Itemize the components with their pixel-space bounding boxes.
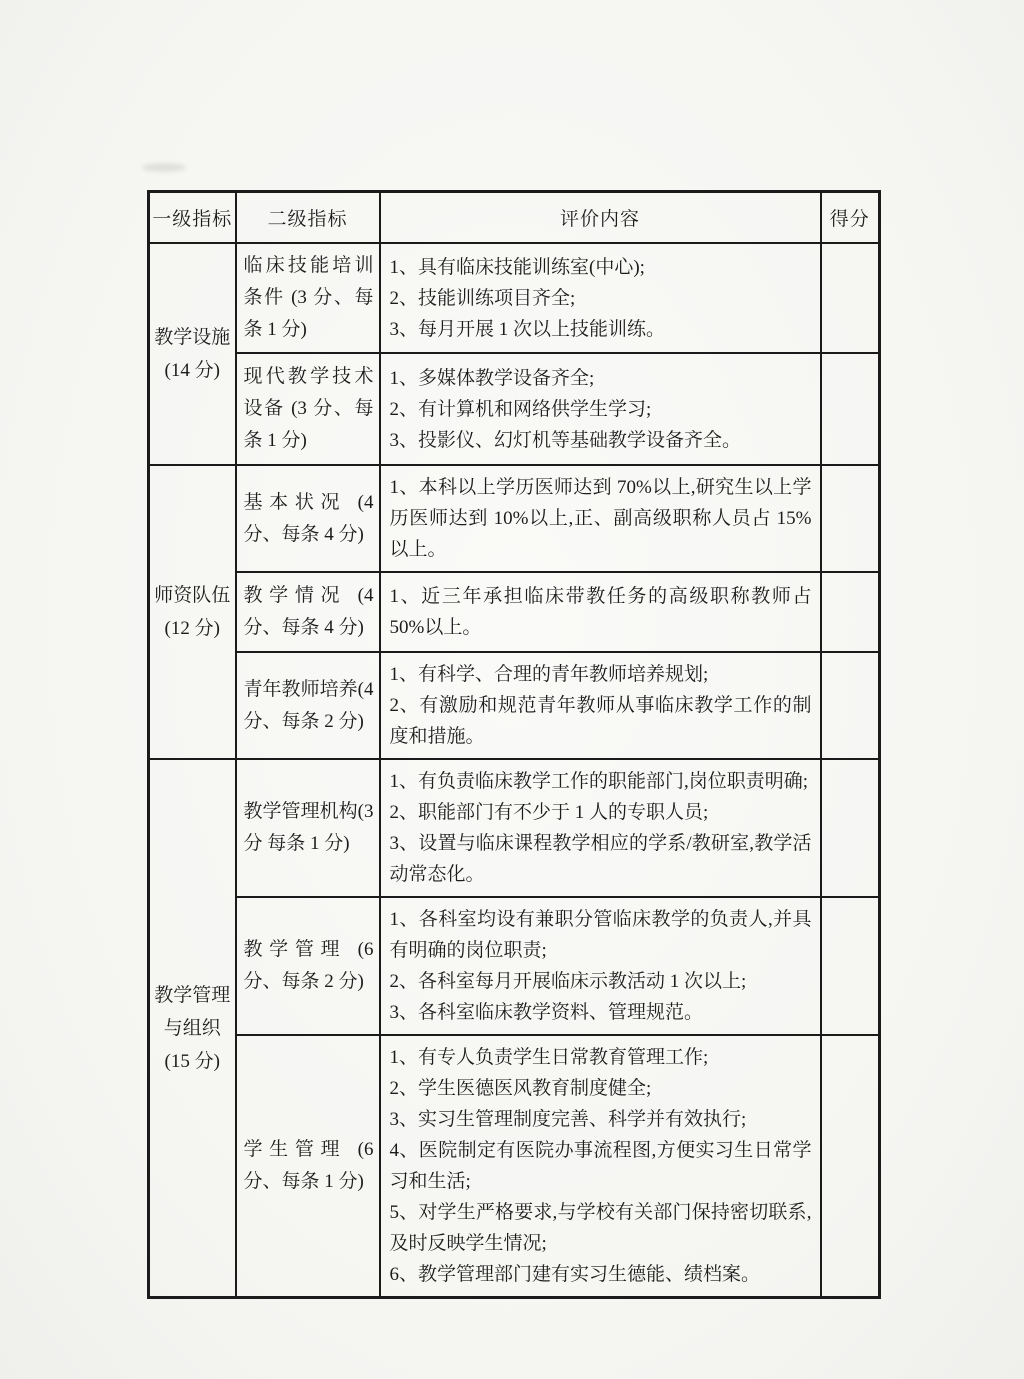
criteria-cell	[380, 465, 821, 572]
criteria-item: 6、教学管理部门建有实习生德能、绩档案。	[389, 1264, 761, 1285]
criteria-cell	[380, 759, 821, 897]
criteria-item: 1、有负责临床教学工作的职能部门,岗位职责明确;	[389, 771, 809, 792]
level1-indicator-line: (12 分)	[164, 618, 220, 639]
criteria-cell	[380, 897, 821, 1035]
criteria-cell	[380, 353, 821, 465]
score-cell	[821, 652, 880, 759]
criteria-item: 3、实习生管理制度完善、科学并有效执行;	[389, 1109, 747, 1130]
level2-indicator-cell	[236, 759, 380, 897]
criteria-item: 5、对学生严格要求,与学校有关部门保持密切联系,及时反映学生情况;	[389, 1202, 812, 1254]
criteria-item: 1、有专人负责学生日常教育管理工作;	[389, 1047, 709, 1068]
score-cell	[821, 465, 880, 572]
level2-indicator-label: 学生管理 (6 分、每条 1 分)	[243, 1139, 374, 1192]
criteria-item: 3、设置与临床课程教学相应的学系/教研室,教学活动常态化。	[389, 833, 812, 885]
header-score: 得分	[821, 192, 880, 244]
criteria-item: 2、职能部门有不少于 1 人的专职人员;	[389, 802, 709, 823]
level2-indicator-cell	[236, 572, 380, 652]
level1-indicator-line: (15 分)	[164, 1050, 220, 1072]
criteria-item: 3、各科室临床教学资料、管理规范。	[389, 1002, 704, 1023]
level2-indicator-label: 教学情况 (4 分、每条 4 分)	[243, 585, 374, 638]
level2-indicator-label: 临床技能培训条件 (3 分、每条 1 分)	[243, 255, 374, 340]
level1-indicator-line: 教学管理	[154, 984, 231, 1006]
table-row	[149, 759, 880, 897]
level1-indicator-cell	[149, 243, 236, 465]
criteria-item: 3、每月开展 1 次以上技能训练。	[389, 318, 666, 340]
criteria-cell	[380, 243, 821, 353]
criteria-item: 1、近三年承担临床带教任务的高级职称教师占 50%以上。	[389, 586, 812, 638]
criteria-item: 4、医院制定有医院办事流程图,方便实习生日常学习和生活;	[389, 1140, 812, 1192]
level2-indicator-cell	[236, 465, 380, 572]
criteria-item: 1、各科室均设有兼职分管临床教学的负责人,并具有明确的岗位职责;	[389, 909, 812, 961]
level2-indicator-label: 青年教师培养(4 分、每条 2 分)	[243, 678, 374, 732]
score-cell	[821, 572, 880, 652]
level1-indicator-line: 与组织	[163, 1017, 221, 1039]
level2-indicator-cell	[236, 1035, 380, 1298]
level2-indicator-label: 基本状况 (4 分、每条 4 分)	[243, 491, 374, 545]
table-row	[149, 243, 880, 353]
header-level1-indicator: 一级指标	[149, 192, 236, 244]
table-row	[149, 465, 880, 572]
level2-indicator-cell	[236, 353, 380, 465]
level1-indicator-cell	[149, 759, 236, 1298]
scan-smudge-artifact	[142, 163, 186, 172]
criteria-item: 1、多媒体教学设备齐全;	[389, 367, 595, 389]
table-header-row	[149, 192, 880, 244]
criteria-cell	[380, 652, 821, 759]
criteria-item: 2、学生医德医风教育制度健全;	[389, 1078, 652, 1099]
score-cell	[821, 243, 880, 353]
table-row	[149, 1035, 880, 1298]
criteria-item: 1、具有临床技能训练室(中心);	[389, 256, 645, 278]
score-cell	[821, 1035, 880, 1298]
header-evaluation-content: 评价内容	[380, 192, 821, 244]
level2-indicator-label: 教学管理 (6 分、每条 2 分)	[243, 939, 374, 992]
score-cell	[821, 353, 880, 465]
header-level2-indicator: 二级指标	[236, 192, 380, 244]
level1-indicator-line: (14 分)	[164, 360, 220, 381]
level2-indicator-label: 教学管理机构(3 分 每条 1 分)	[243, 801, 374, 854]
criteria-cell	[380, 572, 821, 652]
criteria-item: 2、有计算机和网络供学生学习;	[389, 398, 652, 420]
level2-indicator-label: 现代教学技术设备 (3 分、每条 1 分)	[243, 366, 374, 451]
criteria-item: 2、有激励和规范青年教师从事临床教学工作的制度和措施。	[389, 695, 812, 747]
table-row	[149, 652, 880, 759]
level2-indicator-cell	[236, 652, 380, 759]
score-cell	[821, 759, 880, 897]
level2-indicator-cell	[236, 897, 380, 1035]
level2-indicator-cell	[236, 243, 380, 353]
criteria-cell	[380, 1035, 821, 1298]
table-row	[149, 353, 880, 465]
level1-indicator-line: 师资队伍	[154, 585, 231, 606]
level1-indicator-line: 教学设施	[154, 327, 231, 348]
table-row	[149, 897, 880, 1035]
level1-indicator-cell	[149, 465, 236, 759]
evaluation-rubric-table	[147, 190, 881, 1299]
criteria-item: 1、本科以上学历医师达到 70%以上,研究生以上学历医师达到 10%以上,正、副高级职称人员占 15%以上。	[389, 477, 812, 560]
criteria-item: 2、技能训练项目齐全;	[389, 287, 576, 309]
criteria-item: 1、有科学、合理的青年教师培养规划;	[389, 664, 709, 685]
score-cell	[821, 897, 880, 1035]
table-row	[149, 572, 880, 652]
criteria-item: 3、投影仪、幻灯机等基础教学设备齐全。	[389, 429, 742, 451]
criteria-item: 2、各科室每月开展临床示教活动 1 次以上;	[389, 971, 747, 992]
